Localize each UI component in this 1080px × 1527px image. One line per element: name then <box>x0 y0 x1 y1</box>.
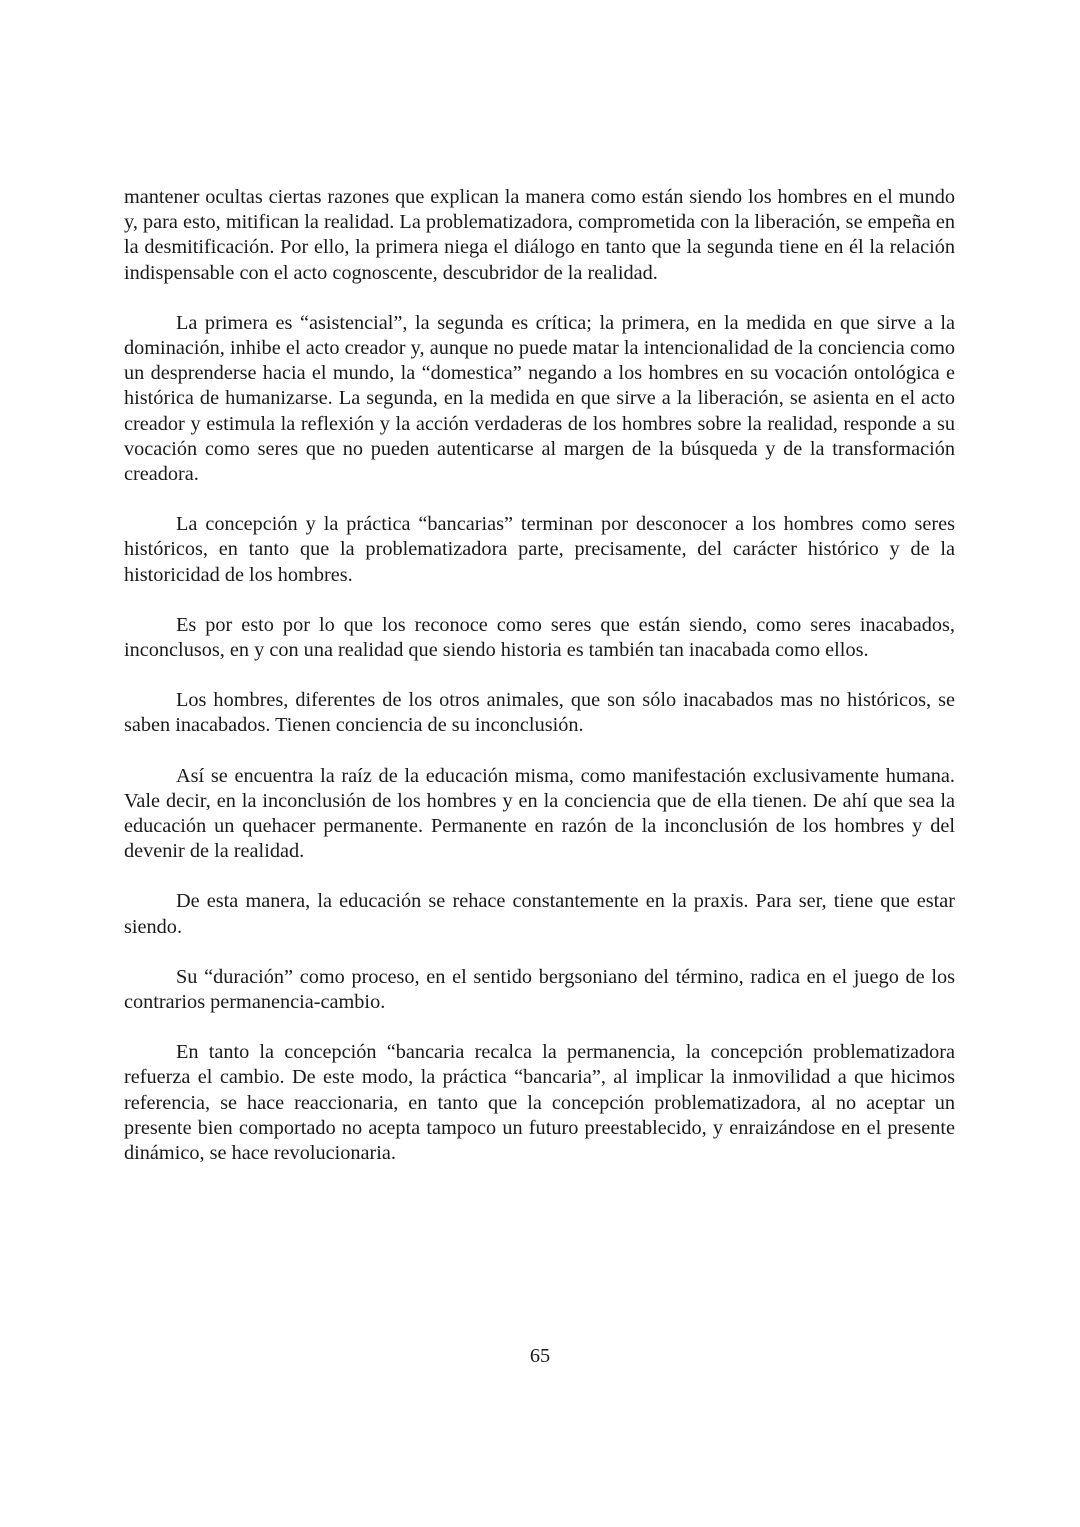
paragraph: La concepción y la práctica “bancarias” terminan por desconocer a los hombres como seres históricos, en tanto que la problematizadora parte, precisamente, del carácter histórico y de la historicidad de los hombres. <box>124 513 955 586</box>
paragraph: La primera es “asistencial”, la segunda es crítica; la primera, en la medida en que sirve a la dominación, inhibe el acto creador y, aunque no puede matar la intencionalidad de la conciencia como un desprenderse hacia el mundo, la “domestica” negando a los hombres en su vocación ontológica e histórica de humanizarse. La segunda, en la medida en que sirve a la liberación, se asienta en el acto creador y estimula la reflexión y la acción verdaderas de los hombres sobre la realidad, responde a su vocación como seres que no pueden autenticarse al margen de la búsqueda y de la transformación creadora. <box>124 311 955 486</box>
paragraph: En tanto la concepción “bancaria recalca la permanencia, la concepción problematizadora refuerza el cambio. De este modo, la práctica “bancaria”, al implicar la inmovilidad a que hicimos referencia, se hace reaccionaria, en tanto que la concepción problematizadora, al no aceptar un presente bien comportado no acepta tampoco un futuro preestablecido, y enraizándose en el presente dinámico, se hace revolucionaria. <box>124 1041 955 1165</box>
paragraph: De esta manera, la educación se rehace constantemente en la praxis. Para ser, tiene que estar siendo. <box>124 890 955 938</box>
body-text-column <box>124 185 955 1166</box>
paragraph: Es por esto por lo que los reconoce como seres que están siendo, como seres inacabados, inconclusos, en y con una realidad que siendo historia es también tan inacabada como ellos. <box>124 613 955 662</box>
paragraph: Su “duración” como proceso, en el sentido bergsoniano del término, radica en el juego de los contrarios permanencia-cambio. <box>124 965 955 1014</box>
paragraph: Los hombres, diferentes de los otros animales, que son sólo inacabados mas no históricos, se saben inacabados. Tienen conciencia de su inconclusión. <box>124 689 955 737</box>
paragraph: Así se encuentra la raíz de la educación misma, como manifestación exclusivamente humana. Vale decir, en la inconclusión de los hombres y en la conciencia que de ella tienen. De ahí que sea la educación un quehacer permanente. Permanente en razón de la inconclusión de los hombres y del devenir de la realidad. <box>124 764 955 863</box>
paragraph: mantener ocultas ciertas razones que explican la manera como están siendo los hombres en el mundo y, para esto, mitifican la realidad. La problematizadora, comprometida con la liberación, se empeña en la desmitificación. Por ello, la primera niega el diálogo en tanto que la segunda tiene en él la relación indispensable con el acto cognoscente, descubridor de la realidad. <box>124 186 955 284</box>
page-number: 65 <box>529 1345 551 1367</box>
